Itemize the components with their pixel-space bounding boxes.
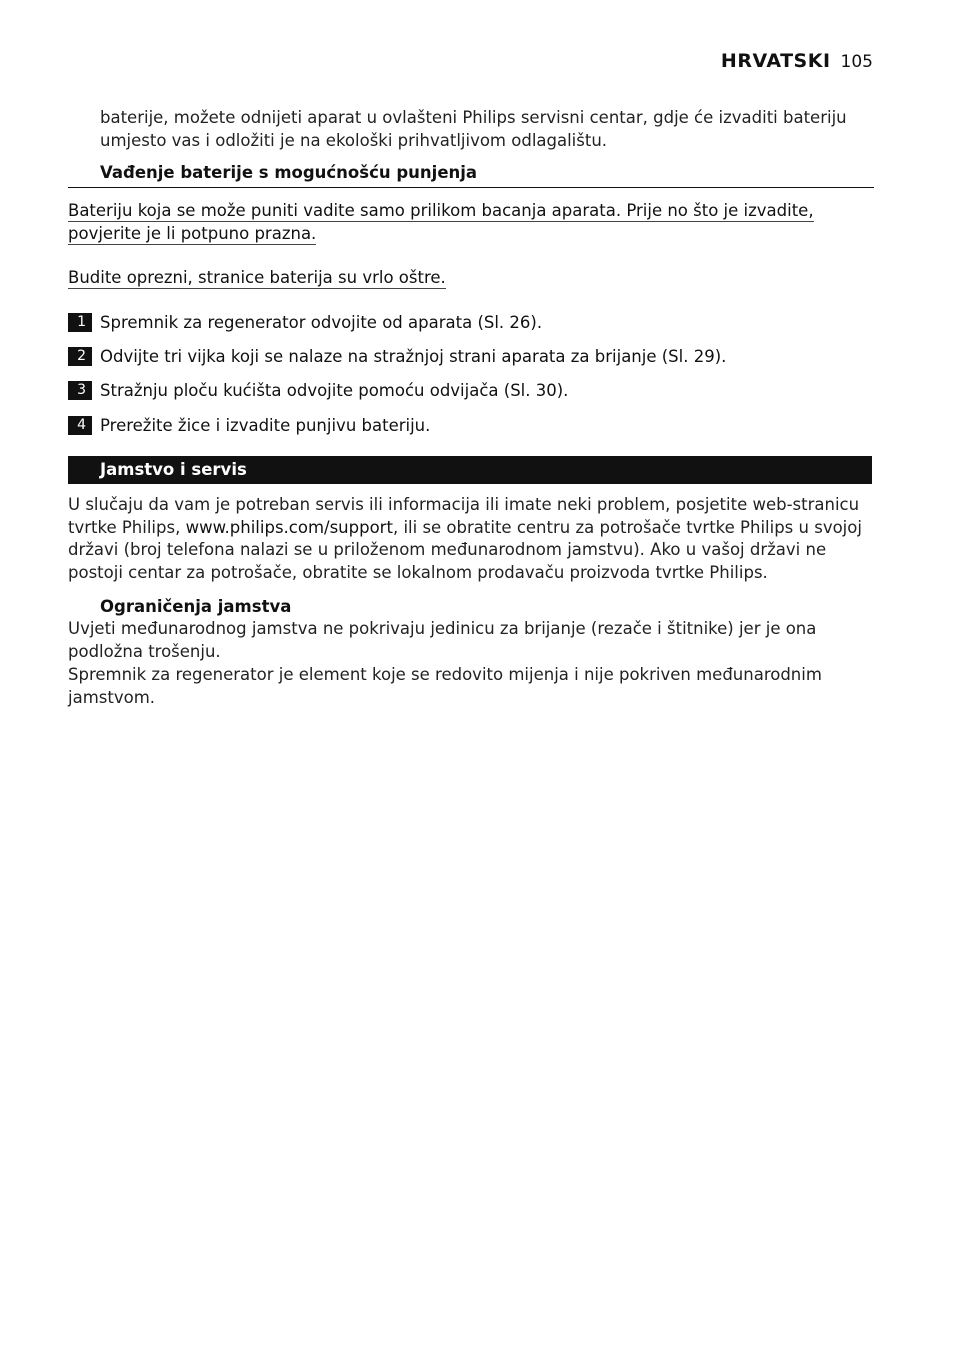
step-number: 1: [68, 313, 92, 332]
step-number: 4: [68, 416, 92, 435]
step-3: [68, 381, 568, 400]
step-number: 3: [68, 381, 92, 400]
warranty-limits-paragraph-1: Uvjeti međunarodnog jamstva ne pokrivaju jedinicu za brijanje (rezače i štitnike) jer je ona podložna trošenju.: [68, 619, 817, 661]
warranty-section-header: [68, 456, 872, 484]
step-text: Spremnik za regenerator odvojite od aparata (Sl. 26).: [100, 313, 543, 332]
battery-removal-title: Vađenje baterije s mogućnošću punjenja: [100, 163, 478, 182]
warning-sharp-edges: [68, 266, 868, 289]
subhead-rule: [68, 187, 874, 188]
step-1: [68, 313, 542, 332]
warning-battery-empty: [68, 199, 868, 245]
language-label: HRVATSKI: [720, 50, 831, 72]
warranty-paragraph: [68, 494, 876, 584]
warning-text: Bateriju koja se može puniti vadite samo prilikom bacanja aparata. Prije no što je izvadite, povjerite je li potpuno prazna.: [68, 201, 814, 243]
warranty-text-before-link: U slučaju da vam je potreban servis ili informacija ili imate neki problem, posjetite web-stranicu tvrtke Philips,: [68, 495, 860, 537]
warranty-limits-title: Ograničenja jamstva: [100, 597, 292, 616]
page-number: 105: [840, 52, 873, 72]
step-text: Odvijte tri vijka koji se nalaze na stražnjoj strani aparata za brijanje (Sl. 29).: [100, 347, 727, 366]
warranty-text-after-link: , ili se obratite centru za potrošače tvrtke Philips u svojoj državi (broj telefona nalazi se u priloženom međunarodnom jamstvu). Ako u vašoj državi ne postoji centar za potrošače, obratite se lokalnom prodavaču proizvoda tvrtke Philips.: [68, 517, 862, 582]
warranty-limits-paragraph-2: Spremnik za regenerator je element koje se redovito mijenja i nije pokriven međunarodnim jamstvom.: [68, 665, 822, 707]
intro-paragraph: baterije, možete odnijeti aparat u ovlašteni Philips servisni centar, gdje će izvaditi bateriju umjesto vas i odložiti je na ekološki prihvatljivom odlagalištu.: [100, 108, 847, 150]
section-title: Jamstvo i servis: [100, 460, 247, 479]
support-link[interactable]: www.philips.com/support: [185, 517, 393, 537]
warning-text: Budite oprezni, stranice baterija su vrlo oštre.: [68, 268, 446, 287]
step-4: [68, 416, 430, 435]
step-number: 2: [68, 347, 92, 366]
page-header: [721, 50, 873, 72]
step-2: [68, 347, 726, 366]
step-text: Prerežite žice i izvadite punjivu bateriju.: [100, 416, 431, 435]
step-text: Stražnju ploču kućišta odvojite pomoću odvijača (Sl. 30).: [100, 381, 569, 400]
